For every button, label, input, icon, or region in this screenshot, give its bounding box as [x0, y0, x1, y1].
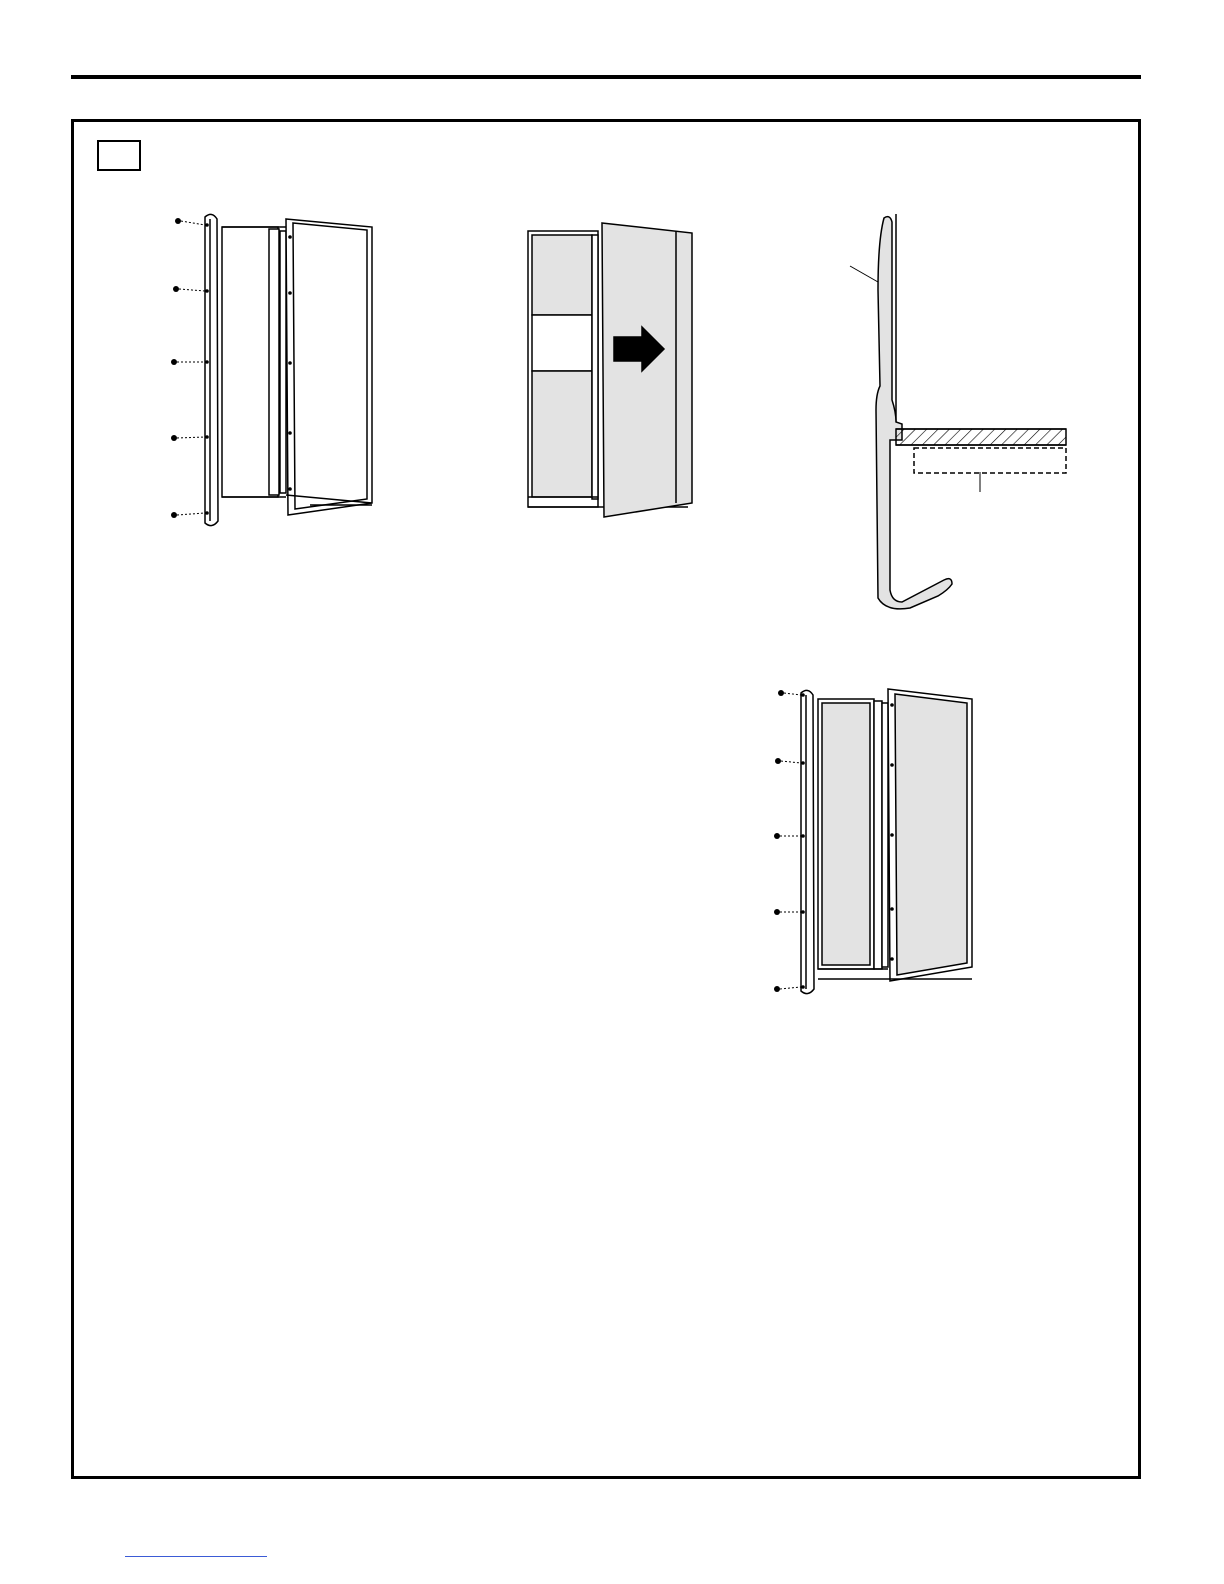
footer-link[interactable]: [125, 1556, 267, 1557]
screw-icon: [778, 690, 784, 696]
step-number-box: [97, 140, 141, 171]
screw-icon: [173, 286, 179, 292]
door-slide-figure: [522, 215, 702, 525]
screw-icon: [774, 909, 780, 915]
screw-icon: [171, 359, 177, 365]
door-handle-installed-figure: [770, 685, 990, 1005]
door-handle-removal-figure: [160, 205, 390, 535]
screw-icon: [171, 435, 177, 441]
header-rule: [71, 75, 1141, 79]
screw-icon: [774, 986, 780, 992]
screw-icon: [775, 758, 781, 764]
screw-icon: [175, 218, 181, 224]
screw-icon: [171, 512, 177, 518]
screw-icon: [774, 833, 780, 839]
trim-cross-section-figure: [840, 210, 1080, 620]
